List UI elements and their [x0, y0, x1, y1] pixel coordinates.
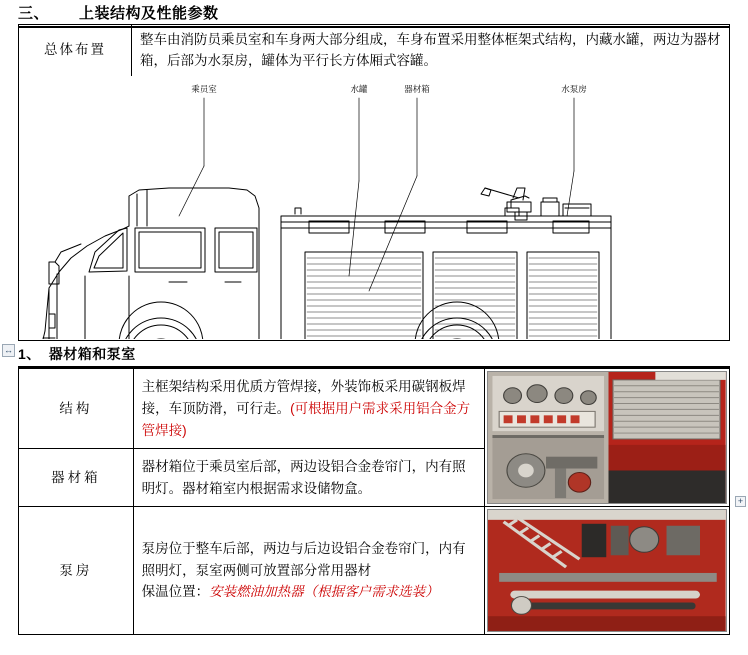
table-row: [19, 25, 730, 78]
overview-text: 整车由消防员乘员室和车身两大部分组成，车身布置采用整体框架式结构，内藏水罐，两边为器材箱，后部为水泵房，罐体为平行长方体厢式容罐。: [132, 25, 730, 78]
pump-text-black2: 保温位置：: [141, 584, 210, 600]
table-row: [19, 369, 730, 449]
detail-table: [18, 368, 730, 635]
row-text-pump-room: [133, 507, 485, 635]
truck-line-drawing: [19, 76, 729, 339]
subsection-number: 1、: [18, 346, 41, 362]
photo-pump-room-image: [488, 510, 726, 631]
section-title: 上装结构及性能参数: [79, 5, 219, 22]
callout-label-cab: 乘员室: [191, 84, 217, 94]
structure-text-red: (可根据用户需求采用铝合金方管焊接): [141, 400, 471, 438]
anchor-marker-glyph: ↔: [4, 345, 13, 355]
subsection-heading: [18, 344, 730, 368]
photo-equipment-box: [487, 371, 727, 504]
photo-cell-bottom: [485, 507, 730, 635]
photo-pump-room: [487, 509, 727, 632]
pump-text-red: 安装燃油加热器（根据客户需求选装）: [209, 584, 439, 600]
overview-table: [18, 24, 730, 78]
row-text-equipment-box: 器材箱位于乘员室后部，两边设铝合金卷帘门，内有照明灯。器材箱室内根据需求设储物盒。: [133, 449, 485, 507]
table-row: [19, 507, 730, 635]
object-anchor-marker[interactable]: [2, 344, 15, 357]
subsection-title: 器材箱和泵室: [48, 346, 136, 362]
callout-label-tank: 水罐: [350, 84, 368, 94]
row-label-pump-room: 泵房: [19, 507, 134, 635]
photo-equipment-box-image: [488, 372, 726, 503]
side-marker-glyph: +: [737, 496, 744, 506]
truck-drawing: [18, 76, 730, 341]
pump-text-black: 泵房位于整车后部，两边与后边设铝合金卷帘门，内有照明灯，泵室两侧可放置部分常用器材: [141, 541, 466, 578]
row-label-equipment-box: 器材箱: [19, 449, 134, 507]
row-label-structure: 结构: [19, 369, 134, 449]
callout-label-pump-room: 水泵房: [561, 84, 587, 94]
structure-text-black: 主框架结构采用优质方管焊接，外装饰板采用碳钢板焊接，车顶防滑，可行走。: [141, 379, 466, 416]
page-side-marker[interactable]: [735, 496, 746, 507]
overview-label: 总体布置: [19, 25, 132, 78]
callout-label-equipment-box: 器材箱: [404, 84, 430, 94]
photo-cell-top: [485, 369, 730, 507]
section-number: 三、: [18, 5, 50, 22]
row-text-structure: [133, 369, 485, 449]
